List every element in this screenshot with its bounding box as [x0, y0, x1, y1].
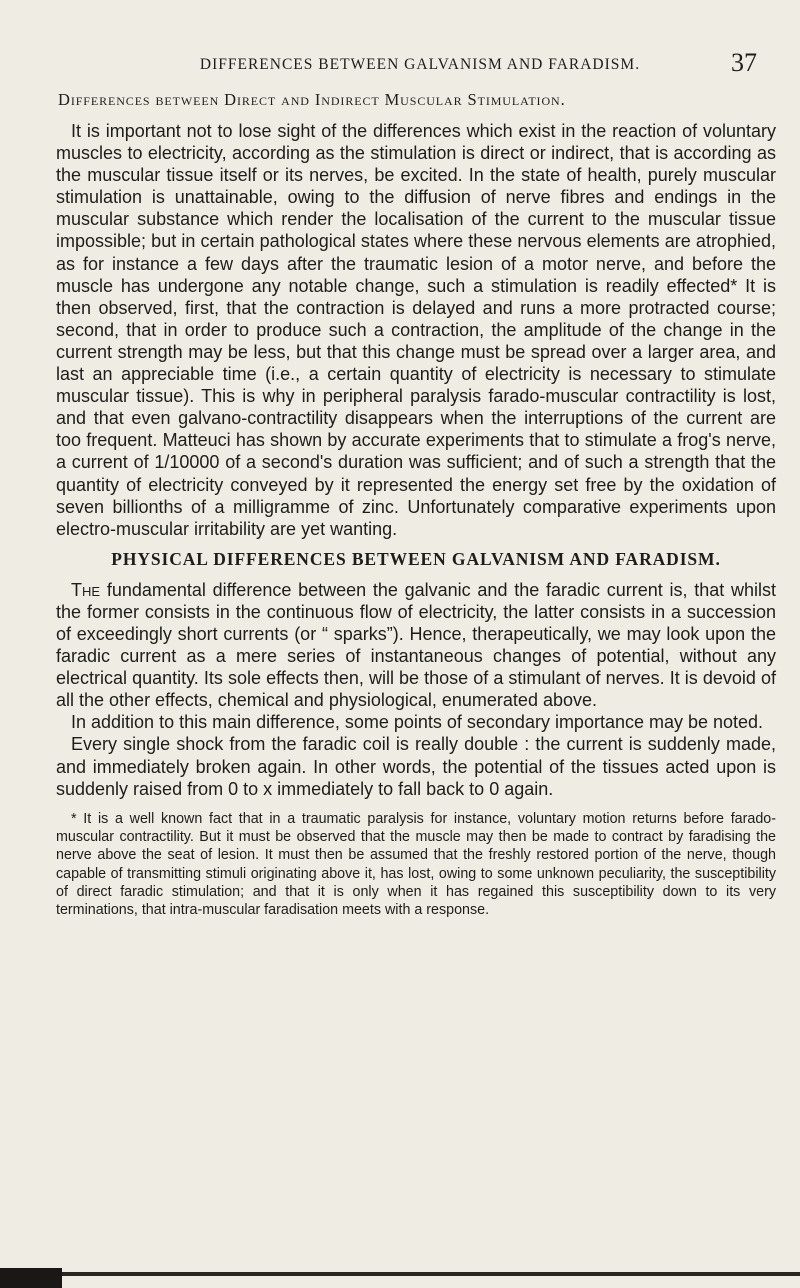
page-number: 37: [731, 48, 757, 77]
paragraph-secondary-points: In addition to this main difference, some points of secondary importance may be noted.: [71, 712, 764, 733]
page-content: [56, 90, 776, 920]
paragraph-fundamental-difference: [56, 579, 776, 712]
section-title: Differences between Direct and Indirect Muscular Stimulation.: [58, 90, 566, 109]
paragraph-body: fundamental difference between the galvanic and the faradic current is, that whilst the former consists in the continuous flow of electricity, the latter consists in a succession of exceedingly short currents (or “ sparks”). Hence, therapeutically, we may look upon the faradic current as a mere series of instantaneous changes of potential, without any electrical quantity. Its sole effects then, will be those of a stimulant of nerves. It is devoid of all the other effects, chemical and physiological, enumerated above.: [56, 579, 776, 711]
paragraph-direct-indirect: It is important not to lose sight of the differences which exist in the reaction of voluntary muscles to electricity, according as the stimulation is direct or indirect, that is according as the muscular tissue itself or its nerves, be excited. In the state of health, purely muscular stimulation is unattainable, owing to the diffusion of nerve fibres and endings in the muscular substance which render the localisation of the current to the muscular tissue impossible; but in certain pathological states where these nervous elements are atrophied, as for instance a few days after the traumatic lesion of a motor nerve, and before the muscle has undergone any notable change, such a stimulation is readily effected* It is then observed, first, that the contraction is delayed and runs a more protracted course; second, that in order to produce such a contraction, the amplitude of the change in the current strength may be less, but that this change must be spread over a larger area, and last an appreciable time (i.e., a certain quantity of electricity is necessary to stimulate muscular tissue). This is why in peripheral paralysis farado-muscular contractility is lost, and that even galvano-contractility disappears when the interruptions of the current are too frequent. Matteuci has shown by accurate experiments that to stimulate a frog's nerve, a current of 1/10000 of a second's duration was sufficient; and of such a strength that the quantity of electricity conveyed by it represented the energy set free by the oxidation of seven billionths of a milligramme of zinc. Unfortunately comparative experiments upon electro-muscular irritability are yet wanting.: [56, 121, 776, 539]
bottom-rule: [0, 1272, 800, 1276]
section-heading: PHYSICAL DIFFERENCES BETWEEN GALVANISM AND FARADISM.: [111, 548, 721, 569]
running-head: DIFFERENCES BETWEEN GALVANISM AND FARADISM.: [199, 56, 641, 73]
lead-word: The: [71, 579, 101, 600]
bottom-edge-mark: [0, 1268, 62, 1288]
footnote: * It is a well known fact that in a traumatic paralysis for instance, voluntary motion returns before farado-muscular contractility. But it must be observed that the muscle may then be made to contract by faradising the nerve above the seat of lesion. It must then be assumed that the freshly restored portion of the nerve, though capable of transmitting stimuli originating above it, has lost, owing to some unknown peculiarity, the susceptibility of direct faradic stimulation; and that it is only when it has regained this susceptibility down to its very terminations, that intra-muscular faradisation meets with a response.: [56, 810, 776, 919]
paragraph-double-shock: Every single shock from the faradic coil is really double : the current is suddenly made, and immediately broken again. In other words, the potential of the tissues acted upon is suddenly raised from 0 to x immediately to fall back to 0 again.: [56, 734, 776, 799]
